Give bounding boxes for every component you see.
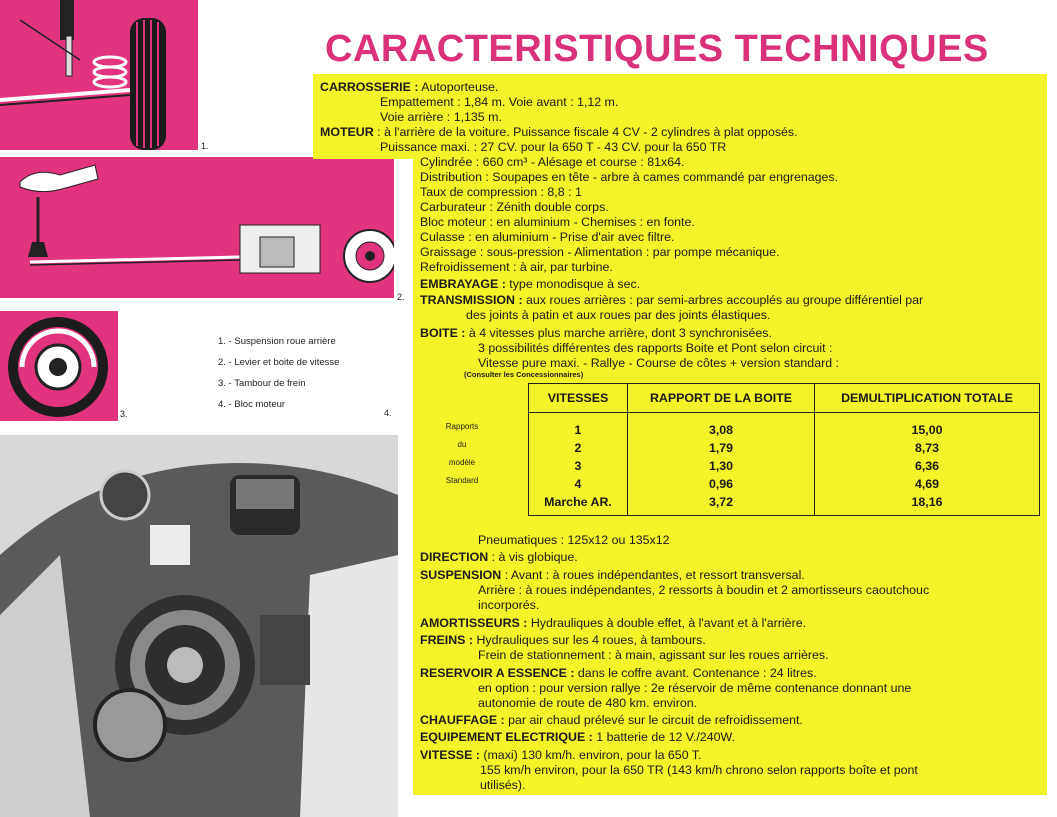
ratio-cell: 3,72 <box>628 493 815 516</box>
spec-moteur-graissage: Graissage : sous-pression - Alimentation : par pompe mécanique. <box>420 245 780 259</box>
gear-cell: 3 <box>529 457 628 475</box>
spec-freins-stationnement: Frein de stationnement : à main, agissant sur les roues arrières. <box>478 648 829 662</box>
gear-cell: Marche AR. <box>529 493 628 516</box>
spec-reservoir-option: en option : pour version rallye : 2e réservoir de même contenance donnant une <box>478 681 912 695</box>
page-title: CARACTERISTIQUES TECHNIQUES <box>325 28 989 70</box>
illustration-rear-suspension <box>0 0 198 150</box>
gear-table-header-demultiplication: DEMULTIPLICATION TOTALE <box>815 384 1040 413</box>
spec-carrosserie-voie-arriere: Voie arrière : 1,135 m. <box>380 110 502 124</box>
gear-ratio-table <box>528 383 1040 516</box>
suspension-drawing <box>0 0 198 150</box>
total-cell: 4,69 <box>815 475 1040 493</box>
figure-number-1: 1. <box>201 141 209 151</box>
figure-number-2: 2. <box>397 292 405 302</box>
spec-suspension: SUSPENSION : Avant : à roues indépendantes, et ressort transversal. <box>420 568 805 582</box>
table-row <box>529 475 1040 493</box>
table-row <box>529 457 1040 475</box>
spec-amortisseurs: AMORTISSEURS : Hydrauliques à double effet, à l'avant et à l'arrière. <box>420 616 807 630</box>
table-row <box>529 439 1040 457</box>
illustration-gear-lever <box>0 157 394 298</box>
spec-moteur-culasse: Culasse : en aluminium - Prise d'air avec filtre. <box>420 230 675 244</box>
gear-table-side-label-1: Rapports <box>445 422 479 431</box>
table-row <box>529 493 1040 516</box>
spec-moteur-puissance: Puissance maxi. : 27 CV. pour la 650 T - 43 CV. pour la 650 TR <box>380 140 727 154</box>
spec-moteur-cylindree: Cylindrée : 660 cm³ - Alésage et course : 81x64. <box>420 155 685 169</box>
spec-equipement-electrique: EQUIPEMENT ELECTRIQUE : 1 batterie de 12 V./240W. <box>420 730 735 744</box>
spec-suspension-arriere: Arrière : à roues indépendantes, 2 ressorts à boudin et 2 amortisseurs caoutchouc <box>478 583 930 597</box>
total-cell: 18,16 <box>815 493 1040 516</box>
spec-transmission: TRANSMISSION : aux roues arrières : par semi-arbres accouplés au groupe différentiel par <box>420 293 924 307</box>
spec-carrosserie-empattement: Empattement : 1,84 m. Voie avant : 1,12 m. <box>380 95 619 109</box>
ratio-cell: 0,96 <box>628 475 815 493</box>
spec-boite-possibilites: 3 possibilités différentes des rapports Boite et Pont selon circuit : <box>478 341 833 355</box>
figure-number-4: 4. <box>384 408 392 418</box>
spec-moteur-carburateur: Carburateur : Zénith double corps. <box>420 200 609 214</box>
gear-table-side-label-3: modèle <box>448 458 476 467</box>
spec-transmission-joints: des joints à patin et aux roues par des joints élastiques. <box>466 308 771 322</box>
spec-vitesse-utilises: utilisés). <box>480 778 526 792</box>
ratio-cell: 1,79 <box>628 439 815 457</box>
gear-cell: 2 <box>529 439 628 457</box>
spec-freins: FREINS : Hydrauliques sur les 4 roues, à tambours. <box>420 633 706 647</box>
gear-cell: 1 <box>529 413 628 440</box>
spec-direction: DIRECTION : à vis globique. <box>420 550 578 564</box>
spec-carrosserie: CARROSSERIE : Autoporteuse. <box>320 80 499 94</box>
spec-boite: BOITE : à 4 vitesses plus marche arrière, dont 3 synchronisées. <box>420 326 772 340</box>
gear-table-side-label-2: du <box>457 440 467 449</box>
total-cell: 6,36 <box>815 457 1040 475</box>
legend-item-2: 2. - Levier et boite de vitesse <box>218 357 340 368</box>
table-row <box>529 413 1040 440</box>
gearbox-drawing <box>0 157 394 298</box>
engine-drawing <box>0 435 398 817</box>
spec-reservoir: RESERVOIR A ESSENCE : dans le coffre avant. Contenance : 24 litres. <box>420 666 817 680</box>
spec-moteur-distribution: Distribution : Soupapes en tête - arbre à cames commandé par engrenages. <box>420 170 839 184</box>
figure-number-3: 3. <box>120 409 128 419</box>
gear-table-header-rapport: RAPPORT DE LA BOITE <box>628 384 815 413</box>
spec-suspension-incorpores: incorporés. <box>478 598 540 612</box>
brake-drum-drawing <box>0 311 118 421</box>
spec-moteur-refroidissement: Refroidissement : à air, par turbine. <box>420 260 613 274</box>
spec-vitesse-tr: 155 km/h environ, pour la 650 TR (143 km/h chrono selon rapports boîte et pont <box>480 763 918 777</box>
spec-reservoir-autonomie: autonomie de route de 480 km. environ. <box>478 696 698 710</box>
spec-pneumatiques: Pneumatiques : 125x12 ou 135x12 <box>478 533 670 547</box>
spec-boite-vitesse: Vitesse pure maxi. - Rallye - Course de côtes + version standard : <box>478 356 839 370</box>
legend-item-3: 3. - Tambour de frein <box>218 378 306 389</box>
spec-vitesse: VITESSE : (maxi) 130 km/h. environ, pour la 650 T. <box>420 748 702 762</box>
spec-moteur: MOTEUR : à l'arrière de la voiture. Puissance fiscale 4 CV - 2 cylindres à plat opposés. <box>320 125 798 139</box>
spec-chauffage: CHAUFFAGE : par air chaud prélevé sur le circuit de refroidissement. <box>420 713 803 727</box>
legend-item-4: 4. - Bloc moteur <box>218 399 286 410</box>
spec-moteur-bloc: Bloc moteur : en aluminium - Chemises : en fonte. <box>420 215 695 229</box>
total-cell: 15,00 <box>815 413 1040 440</box>
total-cell: 8,73 <box>815 439 1040 457</box>
gear-table-header-vitesses: VITESSES <box>529 384 628 413</box>
gear-cell: 4 <box>529 475 628 493</box>
illustration-brake-drum <box>0 311 118 421</box>
engine-photo <box>0 435 398 817</box>
ratio-cell: 3,08 <box>628 413 815 440</box>
gear-table-side-label-4: Standard <box>445 476 479 485</box>
ratio-cell: 1,30 <box>628 457 815 475</box>
legend-item-1: 1. - Suspension roue arrière <box>218 336 336 347</box>
spec-boite-note: (Consulter les Concessionnaires) <box>464 370 584 379</box>
spec-embrayage: EMBRAYAGE : type monodisque à sec. <box>420 277 641 291</box>
spec-moteur-compression: Taux de compression : 8,8 : 1 <box>420 185 582 199</box>
